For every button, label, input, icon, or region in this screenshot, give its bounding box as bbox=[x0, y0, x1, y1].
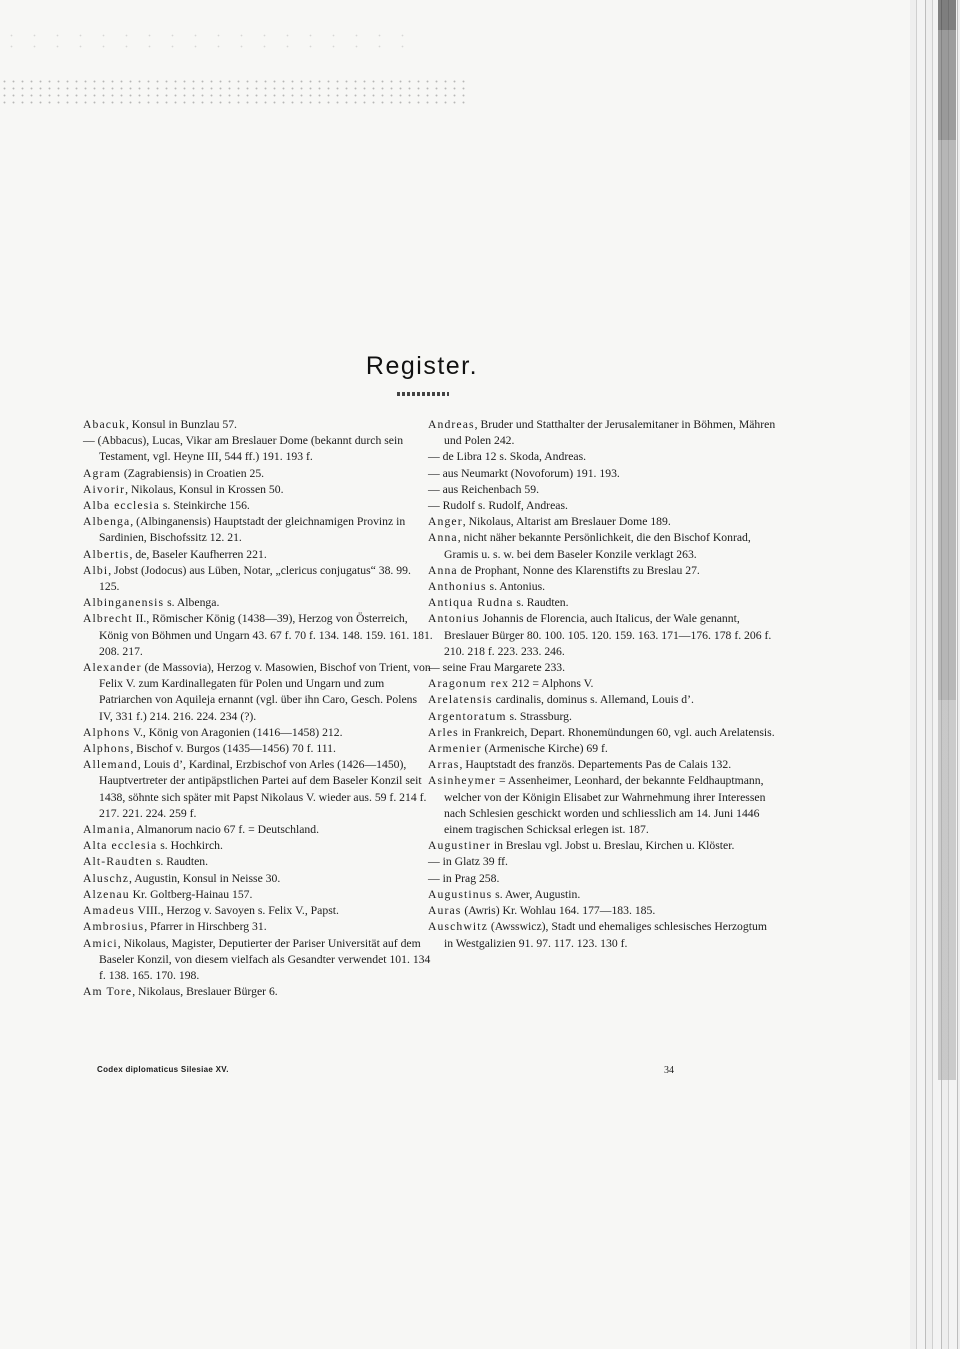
index-entry bbox=[428, 871, 778, 887]
entry-text: — in Glatz 39 ff. bbox=[428, 855, 508, 869]
entry-headword: Aluschz bbox=[83, 871, 129, 885]
entry-headword: Anna bbox=[428, 531, 458, 545]
entry-text: 212 = Alphons V. bbox=[509, 677, 594, 691]
index-entry bbox=[83, 984, 433, 1000]
entry-headword: Aragonum rex bbox=[428, 677, 510, 691]
index-entry bbox=[428, 611, 778, 660]
entry-text: — (Abbacus), Lucas, Vikar am Breslauer Dome (bekannt durch sein Testament, vgl. Heyne III, 544 ff.) 191. 193 f. bbox=[83, 434, 404, 464]
page-title: Register. bbox=[365, 352, 479, 380]
entry-headword: Auschwitz bbox=[428, 920, 488, 934]
index-entry bbox=[83, 936, 433, 985]
entry-headword: Alba ecclesia bbox=[83, 499, 160, 513]
entry-text: , Konsul in Bunzlau 57. bbox=[125, 418, 237, 431]
index-entry bbox=[428, 709, 778, 725]
index-entry bbox=[428, 595, 778, 611]
entry-headword: Antiqua Rudna bbox=[428, 596, 514, 610]
entry-text: , Nikolaus, Konsul in Krossen 50. bbox=[125, 482, 284, 496]
entry-headword: Augustinus bbox=[428, 887, 493, 901]
index-entry bbox=[428, 757, 778, 773]
entry-headword: Alexander bbox=[83, 661, 142, 675]
entry-headword: Asinheymer bbox=[428, 774, 497, 788]
index-entry bbox=[83, 854, 433, 870]
page-number: 34 bbox=[664, 1065, 674, 1076]
entry-text: , Pfarrer in Hirschberg 31. bbox=[144, 920, 267, 934]
scan-edge-shadow bbox=[938, 0, 956, 1080]
footer-signature: Codex diplomaticus Silesiae XV. bbox=[97, 1065, 229, 1074]
index-entry bbox=[83, 822, 433, 838]
entry-headword: Alt-Raudten bbox=[83, 855, 153, 869]
index-entry bbox=[83, 611, 433, 660]
index-entry bbox=[83, 903, 433, 919]
entry-text: s. Raudten. bbox=[513, 596, 569, 610]
title-ornament bbox=[397, 392, 449, 396]
index-entry bbox=[83, 757, 433, 822]
entry-text: s. Steinkirche 156. bbox=[159, 499, 250, 513]
entry-headword: Augustiner bbox=[428, 839, 491, 853]
right-column bbox=[428, 417, 778, 952]
entry-headword: Am Tore bbox=[83, 985, 133, 999]
index-entry bbox=[428, 919, 778, 951]
entry-text: Kr. Goltberg-Hainau 157. bbox=[129, 887, 253, 901]
entry-text: VIII., Herzog v. Savoyen s. Felix V., Papst. bbox=[134, 904, 339, 918]
index-entry bbox=[83, 741, 433, 757]
index-entry bbox=[428, 530, 778, 562]
index-entry bbox=[83, 547, 433, 563]
index-entry bbox=[83, 887, 433, 903]
entry-text: , Hauptstadt des französ. Departements Pas de Calais 132. bbox=[459, 758, 732, 772]
entry-headword: Albertis bbox=[83, 547, 130, 561]
entry-headword: Amici bbox=[83, 936, 118, 950]
index-entry bbox=[428, 676, 778, 692]
index-entry bbox=[83, 563, 433, 595]
entry-headword: Antonius bbox=[428, 612, 480, 626]
entry-text: , Jobst (Jodocus) aus Lüben, Notar, „clericus conjugatus“ 38. 99. 125. bbox=[99, 563, 411, 594]
index-entry bbox=[83, 595, 433, 611]
entry-text: — in Prag 258. bbox=[428, 871, 500, 885]
entry-text: (Awsswicz), Stadt und ehemaliges schlesisches Herzogtum in Westgalizien 91. 97. 117. 123. 130 f. bbox=[444, 920, 767, 950]
entry-text: s. Hochkirch. bbox=[157, 839, 223, 853]
index-entry bbox=[428, 854, 778, 870]
entry-text: , Bischof v. Burgos (1435—1456) 70 f. 111. bbox=[130, 742, 336, 756]
entry-headword: Aivorir bbox=[83, 482, 126, 496]
entry-headword: Arelatensis bbox=[428, 693, 493, 707]
entry-headword: Albi bbox=[83, 563, 109, 577]
entry-headword: Agram bbox=[83, 466, 121, 480]
entry-text: s. Awer, Augustin. bbox=[492, 887, 581, 901]
entry-text: (Zagrabiensis) in Croatien 25. bbox=[120, 466, 265, 480]
index-entry bbox=[83, 466, 433, 482]
entry-text: , de, Baseler Kaufherren 221. bbox=[129, 547, 267, 561]
entry-headword: Alta ecclesia bbox=[83, 839, 158, 853]
index-entry bbox=[83, 482, 433, 498]
index-entry bbox=[428, 514, 778, 530]
entry-text: (de Massovia), Herzog v. Masowien, Bischof von Trient, von Felix V. zum Kardinallegaten für Polen und Ungarn und zum Patriarchen von Aquileja ernannt (vgl. über ihn Caro, Gesch. Polens IV, 331 f.) 214. 216. 224. 234 (?). bbox=[99, 661, 431, 723]
entry-text: — Rudolf s. Rudolf, Andreas. bbox=[428, 499, 568, 513]
entry-text: — aus Neumarkt (Novoforum) 191. 193. bbox=[428, 466, 620, 480]
index-entry bbox=[428, 482, 778, 498]
entry-headword: Albinganensis bbox=[83, 596, 165, 610]
index-entry bbox=[428, 725, 778, 741]
entry-headword: Albrecht bbox=[83, 612, 133, 626]
index-entry bbox=[428, 417, 778, 449]
entry-headword: Argentoratum bbox=[428, 709, 507, 723]
entry-headword: Alphons bbox=[83, 742, 131, 756]
entry-text: (Awris) Kr. Wohlau 164. 177—183. 185. bbox=[461, 904, 656, 918]
index-entry bbox=[428, 887, 778, 903]
index-entry bbox=[83, 417, 433, 433]
entry-headword: Allemand bbox=[83, 758, 138, 772]
entry-text: cardinalis, dominus s. Allemand, Louis d’. bbox=[492, 693, 694, 707]
entry-headword: Anthonius bbox=[428, 580, 487, 594]
index-entry bbox=[428, 903, 778, 919]
index-entry bbox=[83, 498, 433, 514]
index-entry bbox=[428, 466, 778, 482]
entry-text: in Frankreich, Depart. Rhonemündungen 60, vgl. auch Arelatensis. bbox=[458, 725, 775, 739]
entry-headword: Amadeus bbox=[83, 904, 135, 918]
entry-text: de Prophant, Nonne des Klarenstifts zu Breslau 27. bbox=[457, 563, 700, 577]
scan-noise bbox=[0, 78, 470, 108]
index-entry bbox=[428, 449, 778, 465]
index-entry bbox=[428, 660, 778, 676]
index-entry bbox=[83, 919, 433, 935]
entry-text: s. Albenga. bbox=[164, 596, 220, 610]
entry-text: — aus Reichenbach 59. bbox=[428, 482, 539, 496]
entry-text: , nicht näher bekannte Persönlichkeit, die den Bischof Konrad, Gramis u. s. w. bei dem Baseler Konzile verklagt 263. bbox=[444, 531, 751, 561]
entry-text: s. Antonius. bbox=[486, 580, 546, 594]
entry-headword: Arras bbox=[428, 758, 460, 772]
entry-headword: Auras bbox=[428, 904, 462, 918]
entry-headword: Abacuk bbox=[83, 418, 126, 431]
entry-headword: Armenier bbox=[428, 742, 482, 756]
entry-text: V., König von Aragonien (1416—1458) 212. bbox=[130, 725, 343, 739]
index-entry bbox=[83, 433, 433, 465]
entry-text: , Nikolaus, Altarist am Breslauer Dome 189. bbox=[462, 515, 671, 529]
entry-headword: Alphons bbox=[83, 725, 131, 739]
entry-text: II., Römischer König (1438—39), Herzog von Österreich, König von Böhmen und Ungarn 43. 67 f. 70 f. 134. 148. 159. 161. 181. 208. 217. bbox=[99, 612, 433, 658]
entry-text: Johannis de Florencia, auch Italicus, der Wale genannt, Breslauer Bürger 80. 100. 105. 120. 159. 163. 171—176. 178 f. 206 f. 210. 218 f. 223. 233. 246. bbox=[444, 612, 772, 658]
index-entry bbox=[83, 514, 433, 546]
index-entry bbox=[428, 579, 778, 595]
entry-text: = Assenheimer, Leonhard, der bekannte Feldhauptmann, welcher von der Königin Elisabet zur Wahrnehmung ihrer Interessen nach Schlesien geschickt worden und schliesslich am 14. Juni 1446 einem tragischen Schicksal erlegen ist. 187. bbox=[444, 774, 766, 837]
entry-text: s. Raudten. bbox=[152, 855, 209, 869]
entry-text: — de Libra 12 s. Skoda, Andreas. bbox=[428, 450, 587, 464]
entry-text: , Louis d’, Kardinal, Erzbischof von Arles (1426—1450), Hauptvertreter der antipäpstlichen Partei auf dem Baseler Konzil seit 1438, söhnte sich später mit Papst Nikolaus V. wieder aus. 59 f. 214 f. 217. 221. 224. 259 f. bbox=[99, 758, 427, 820]
entry-text: in Breslau vgl. Jobst u. Breslau, Kirchen u. Klöster. bbox=[490, 839, 735, 853]
index-entry bbox=[83, 838, 433, 854]
entry-text: (Armenische Kirche) 69 f. bbox=[481, 742, 608, 756]
index-entry bbox=[428, 563, 778, 579]
index-entry bbox=[428, 498, 778, 514]
entry-text: s. Strassburg. bbox=[506, 709, 572, 723]
entry-headword: Arles bbox=[428, 725, 459, 739]
entry-headword: Albenga bbox=[83, 515, 131, 529]
entry-headword: Anger bbox=[428, 515, 463, 529]
index-entry bbox=[83, 660, 433, 725]
entry-headword: Andreas bbox=[428, 418, 475, 431]
index-entry bbox=[83, 725, 433, 741]
entry-text: , Nikolaus, Magister, Deputierter der Pariser Universität auf dem Baseler Konzil, von diesem vielfach als Gesandter verwendet 101. 134 f. 138. 165. 170. 198. bbox=[99, 936, 431, 982]
scan-noise bbox=[0, 30, 420, 54]
index-entry bbox=[428, 773, 778, 838]
entry-text: , Nikolaus, Breslauer Bürger 6. bbox=[132, 985, 278, 999]
entry-text: , (Albinganensis) Hauptstadt der gleichnamigen Provinz in Sardinien, Bischofssitz 12. 21. bbox=[99, 515, 406, 545]
entry-headword: Alzenau bbox=[83, 887, 130, 901]
entry-headword: Almania bbox=[83, 823, 131, 837]
entry-headword: Ambrosius bbox=[83, 920, 145, 934]
entry-text: , Almanorum nacio 67 f. = Deutschland. bbox=[130, 823, 319, 837]
entry-headword: Anna bbox=[428, 563, 458, 577]
entry-text: , Bruder und Statthalter der Jerusalemitaner in Böhmen, Mähren und Polen 242. bbox=[444, 418, 776, 448]
entry-text: — seine Frau Margarete 233. bbox=[428, 661, 566, 675]
index-entry bbox=[428, 741, 778, 757]
index-entry bbox=[428, 838, 778, 854]
index-entry bbox=[83, 871, 433, 887]
left-column bbox=[83, 417, 433, 1000]
index-entry bbox=[428, 692, 778, 708]
entry-text: , Augustin, Konsul in Neisse 30. bbox=[129, 871, 281, 885]
